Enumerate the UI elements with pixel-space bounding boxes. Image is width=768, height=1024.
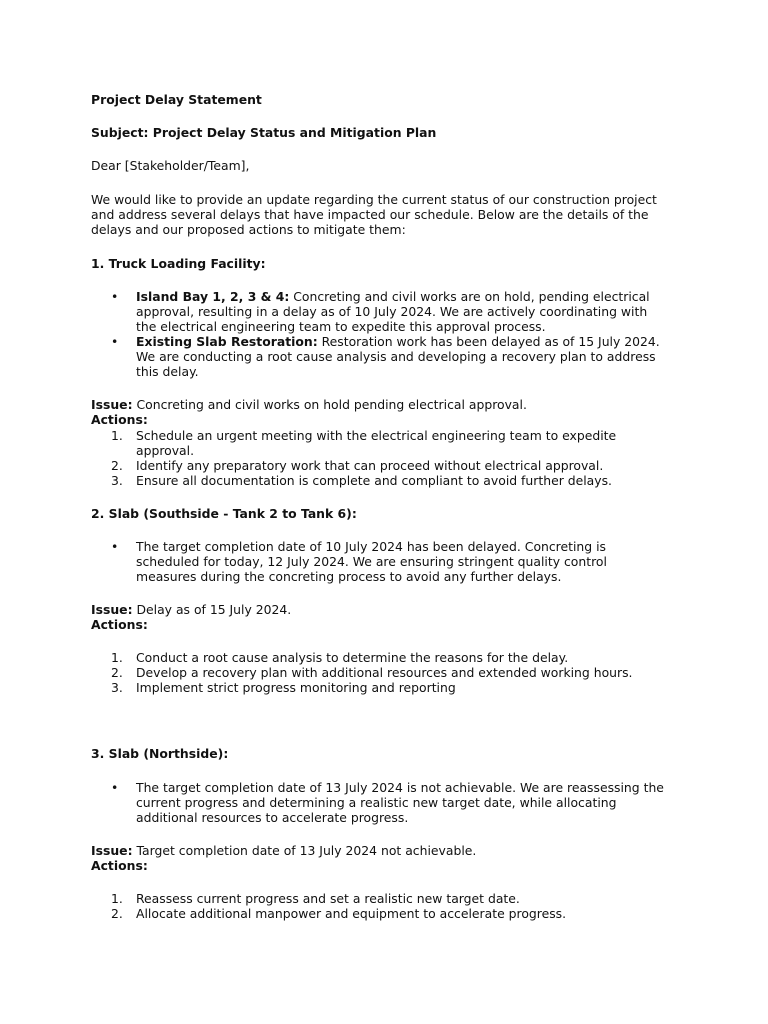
- issue-label: Issue:: [91, 397, 133, 412]
- action-text: Implement strict progress monitoring and reporting: [136, 680, 456, 695]
- document-subject: Subject: Project Delay Status and Mitigation Plan: [91, 125, 437, 140]
- list-number: 2.: [111, 906, 123, 921]
- action-text: Identify any preparatory work that can proceed without electrical approval.: [136, 458, 604, 473]
- action-text: Allocate additional manpower and equipment to accelerate progress.: [136, 906, 567, 921]
- issue-line: [91, 602, 291, 617]
- bullet-text: The target completion date of 13 July 2024 is not achievable. We are reassessing the: [136, 780, 664, 795]
- issue-label: Issue:: [91, 602, 133, 617]
- actions-label: Actions:: [91, 858, 148, 873]
- bullet-lead: Island Bay 1, 2, 3 & 4:: [136, 289, 290, 304]
- bullet-text: measures during the concreting process to avoid any further delays.: [136, 569, 562, 584]
- action-text: Develop a recovery plan with additional resources and extended working hours.: [136, 665, 633, 680]
- list-number: 2.: [111, 458, 123, 473]
- action-text: Ensure all documentation is complete and compliant to avoid further delays.: [136, 473, 612, 488]
- issue-text: Delay as of 15 July 2024.: [132, 602, 292, 617]
- bullet-text: approval, resulting in a delay as of 10 July 2024. We are actively coordinating with: [136, 304, 648, 319]
- bullet-marker: •: [111, 289, 119, 304]
- bullet-marker: •: [111, 539, 119, 554]
- section-heading-slab-southside: 2. Slab (Southside - Tank 2 to Tank 6):: [91, 506, 357, 521]
- section-heading-truck-loading: 1. Truck Loading Facility:: [91, 256, 266, 271]
- issue-text: Concreting and civil works on hold pending electrical approval.: [132, 397, 527, 412]
- issue-line: [91, 397, 527, 412]
- bullet-marker: •: [111, 334, 119, 349]
- list-number: 1.: [111, 428, 123, 443]
- issue-label: Issue:: [91, 843, 133, 858]
- intro-line-1: We would like to provide an update regarding the current status of our construction project: [91, 192, 657, 207]
- issue-text: Target completion date of 13 July 2024 not achievable.: [132, 843, 477, 858]
- section-heading-slab-northside: 3. Slab (Northside):: [91, 746, 229, 761]
- bullet-text: scheduled for today, 12 July 2024. We are ensuring stringent quality control: [136, 554, 607, 569]
- bullet-text: current progress and determining a realistic new target date, while allocating: [136, 795, 617, 810]
- bullet-text: Concreting and civil works are on hold, pending electrical: [289, 289, 650, 304]
- bullet-text: Restoration work has been delayed as of 15 July 2024.: [317, 334, 660, 349]
- list-number: 2.: [111, 665, 123, 680]
- action-text: Reassess current progress and set a realistic new target date.: [136, 891, 520, 906]
- intro-line-3: delays and our proposed actions to mitigate them:: [91, 222, 406, 237]
- bullet-text: the electrical engineering team to expedite this approval process.: [136, 319, 546, 334]
- greeting: Dear [Stakeholder/Team],: [91, 158, 250, 173]
- actions-label: Actions:: [91, 617, 148, 632]
- list-number: 3.: [111, 473, 123, 488]
- bullet-text: additional resources to accelerate progress.: [136, 810, 409, 825]
- bullet-marker: •: [111, 780, 119, 795]
- list-number: 1.: [111, 650, 123, 665]
- actions-label: Actions:: [91, 412, 148, 427]
- action-text: Conduct a root cause analysis to determine the reasons for the delay.: [136, 650, 569, 665]
- list-number: 3.: [111, 680, 123, 695]
- bullet-text: The target completion date of 10 July 2024 has been delayed. Concreting is: [136, 539, 606, 554]
- action-text: approval.: [136, 443, 195, 458]
- intro-line-2: and address several delays that have impacted our schedule. Below are the details of the: [91, 207, 649, 222]
- document-title: Project Delay Statement: [91, 92, 262, 107]
- action-text: Schedule an urgent meeting with the electrical engineering team to expedite: [136, 428, 617, 443]
- bullet-lead: Existing Slab Restoration:: [136, 334, 318, 349]
- bullet-text: this delay.: [136, 364, 199, 379]
- bullet-text: We are conducting a root cause analysis and developing a recovery plan to address: [136, 349, 656, 364]
- list-number: 1.: [111, 891, 123, 906]
- issue-line: [91, 843, 476, 858]
